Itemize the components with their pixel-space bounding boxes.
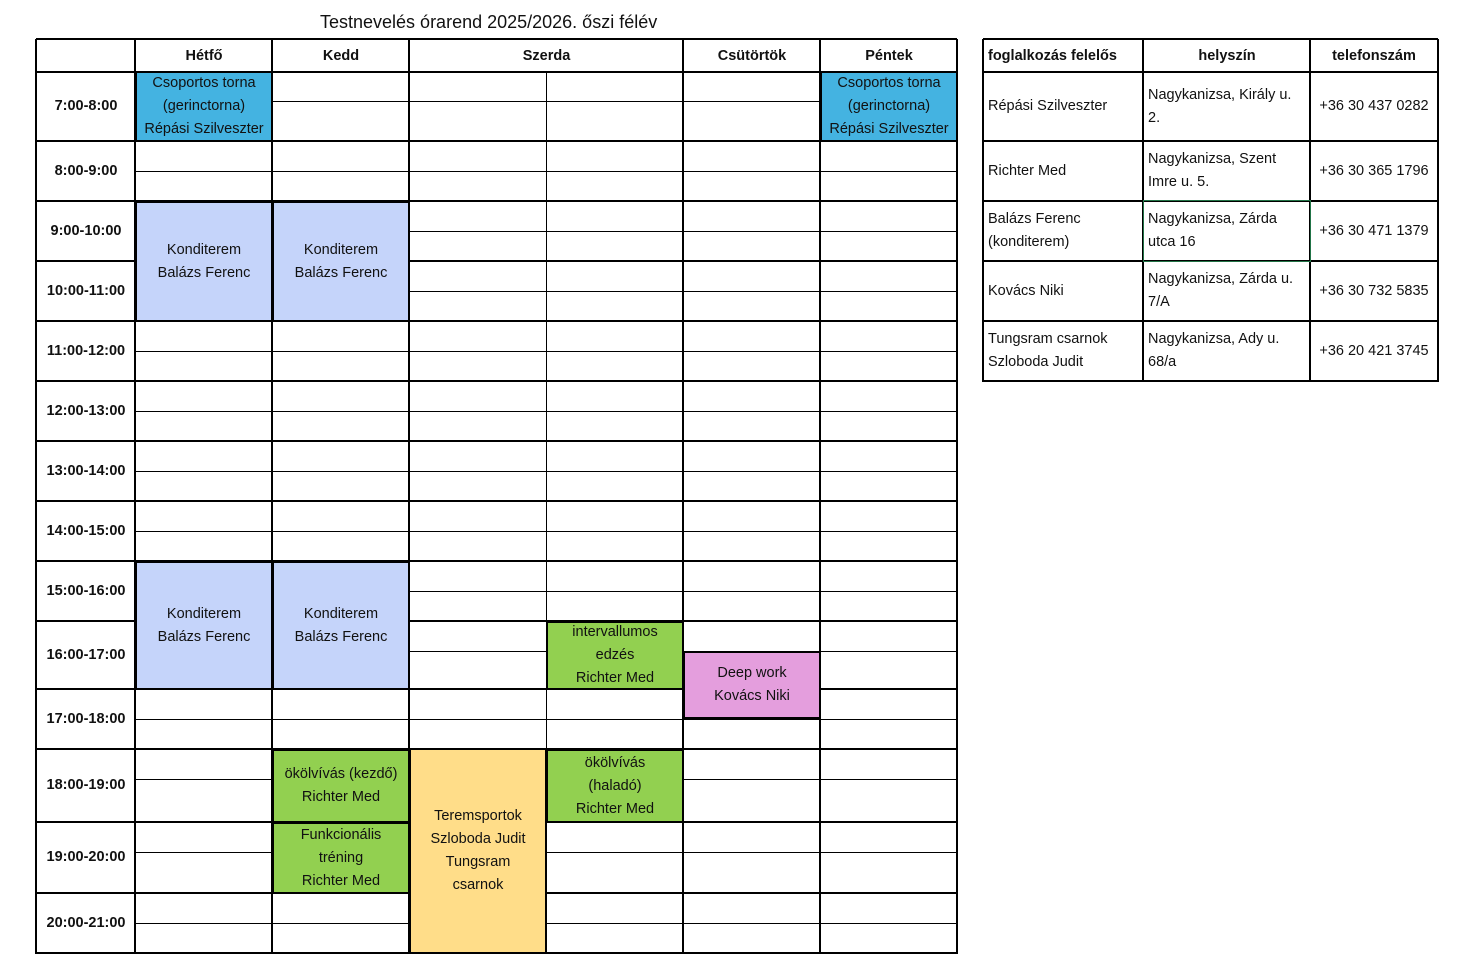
selected-cell-outline — [1143, 200, 1311, 262]
event-monday-konditerem-afternoon[interactable]: Konditerem Balázs Ferenc — [135, 561, 273, 690]
time-label[interactable]: 20:00-21:00 — [46, 914, 126, 931]
time-label[interactable]: 16:00-17:00 — [46, 646, 126, 663]
contact-name[interactable]: Répási Szilveszter — [988, 98, 1108, 114]
time-label[interactable]: 13:00-14:00 — [46, 462, 126, 479]
time-label[interactable]: 10:00-11:00 — [46, 282, 126, 299]
time-label[interactable]: 8:00-9:00 — [54, 162, 118, 179]
contact-phone[interactable]: +36 30 732 5835 — [1319, 282, 1429, 299]
contact-location[interactable]: Nagykanizsa, Király u. 2. — [1148, 86, 1292, 126]
day-header-monday[interactable]: Hétfő — [185, 47, 223, 64]
day-header-tuesday[interactable]: Kedd — [322, 47, 360, 64]
grid-line — [956, 39, 958, 954]
event-tuesday-okolvivas-kezdo[interactable]: ökölvívás (kezdő) Richter Med — [272, 749, 410, 823]
event-monday-gerinctorna[interactable]: Csoportos torna (gerinctorna) Répási Szilveszter — [135, 71, 273, 142]
time-label[interactable]: 7:00-8:00 — [54, 98, 118, 114]
day-header-thursday[interactable]: Csütörtök — [717, 47, 787, 64]
contact-location[interactable]: Nagykanizsa, Ady u. 68/a — [1148, 331, 1280, 370]
contact-name[interactable]: Kovács Niki — [988, 282, 1064, 299]
grid-line — [819, 39, 821, 954]
contacts-header-location[interactable]: helyszín — [1198, 47, 1256, 64]
time-label[interactable]: 9:00-10:00 — [50, 222, 122, 239]
day-header-friday[interactable]: Péntek — [865, 47, 913, 64]
event-tuesday-konditerem-morning[interactable]: Konditerem Balázs Ferenc — [272, 201, 410, 322]
contacts-header-responsible[interactable]: foglalkozás felelős — [988, 47, 1117, 64]
event-thursday-deep-work[interactable]: Deep work Kovács Niki — [683, 651, 821, 719]
event-tuesday-konditerem-afternoon[interactable]: Konditerem Balázs Ferenc — [272, 561, 410, 690]
event-monday-konditerem-morning[interactable]: Konditerem Balázs Ferenc — [135, 201, 273, 322]
contact-phone[interactable]: +36 30 437 0282 — [1319, 98, 1429, 114]
page-title: Testnevelés órarend 2025/2026. őszi félév — [320, 12, 658, 32]
time-label[interactable]: 14:00-15:00 — [46, 522, 126, 539]
contact-phone[interactable]: +36 30 365 1796 — [1319, 162, 1429, 179]
time-label[interactable]: 15:00-16:00 — [46, 582, 126, 599]
event-wednesday-teremsportok[interactable]: Teremsportok Szloboda Judit Tungsram csarnok — [409, 749, 547, 954]
contact-location[interactable]: Nagykanizsa, Szent Imre u. 5. — [1148, 151, 1277, 190]
day-header-wednesday[interactable]: Szerda — [522, 47, 571, 64]
contacts-header-phone[interactable]: telefonszám — [1332, 47, 1416, 64]
event-wednesday-okolvivas-halado[interactable]: ökölvívás (haladó) Richter Med — [546, 749, 684, 823]
contact-name[interactable]: Tungsram csarnok Szloboda Judit — [988, 331, 1108, 370]
time-label[interactable]: 11:00-12:00 — [46, 342, 126, 359]
contact-location[interactable]: Nagykanizsa, Zárda u. 7/A — [1148, 271, 1294, 310]
contact-phone[interactable]: +36 20 421 3745 — [1319, 342, 1429, 359]
event-wednesday-intervallumos-edzes[interactable]: intervallumos edzés Richter Med — [546, 621, 684, 690]
time-label[interactable]: 18:00-19:00 — [46, 777, 126, 793]
time-label[interactable]: 17:00-18:00 — [46, 710, 126, 727]
time-label[interactable]: 12:00-13:00 — [46, 402, 126, 419]
contact-phone[interactable]: +36 30 471 1379 — [1319, 222, 1429, 239]
event-friday-gerinctorna[interactable]: Csoportos torna (gerinctorna) Répási Szilveszter — [820, 71, 958, 142]
grid-line — [1437, 39, 1439, 382]
contact-location[interactable]: Nagykanizsa, Zárda utca 16 — [1148, 211, 1277, 250]
event-tuesday-funkcionalis-trening[interactable]: Funkcionális tréning Richter Med — [272, 822, 410, 894]
contact-name[interactable]: Richter Med — [988, 162, 1067, 179]
contact-name[interactable]: Balázs Ferenc (konditerem) — [988, 211, 1081, 250]
time-label[interactable]: 19:00-20:00 — [46, 849, 126, 865]
